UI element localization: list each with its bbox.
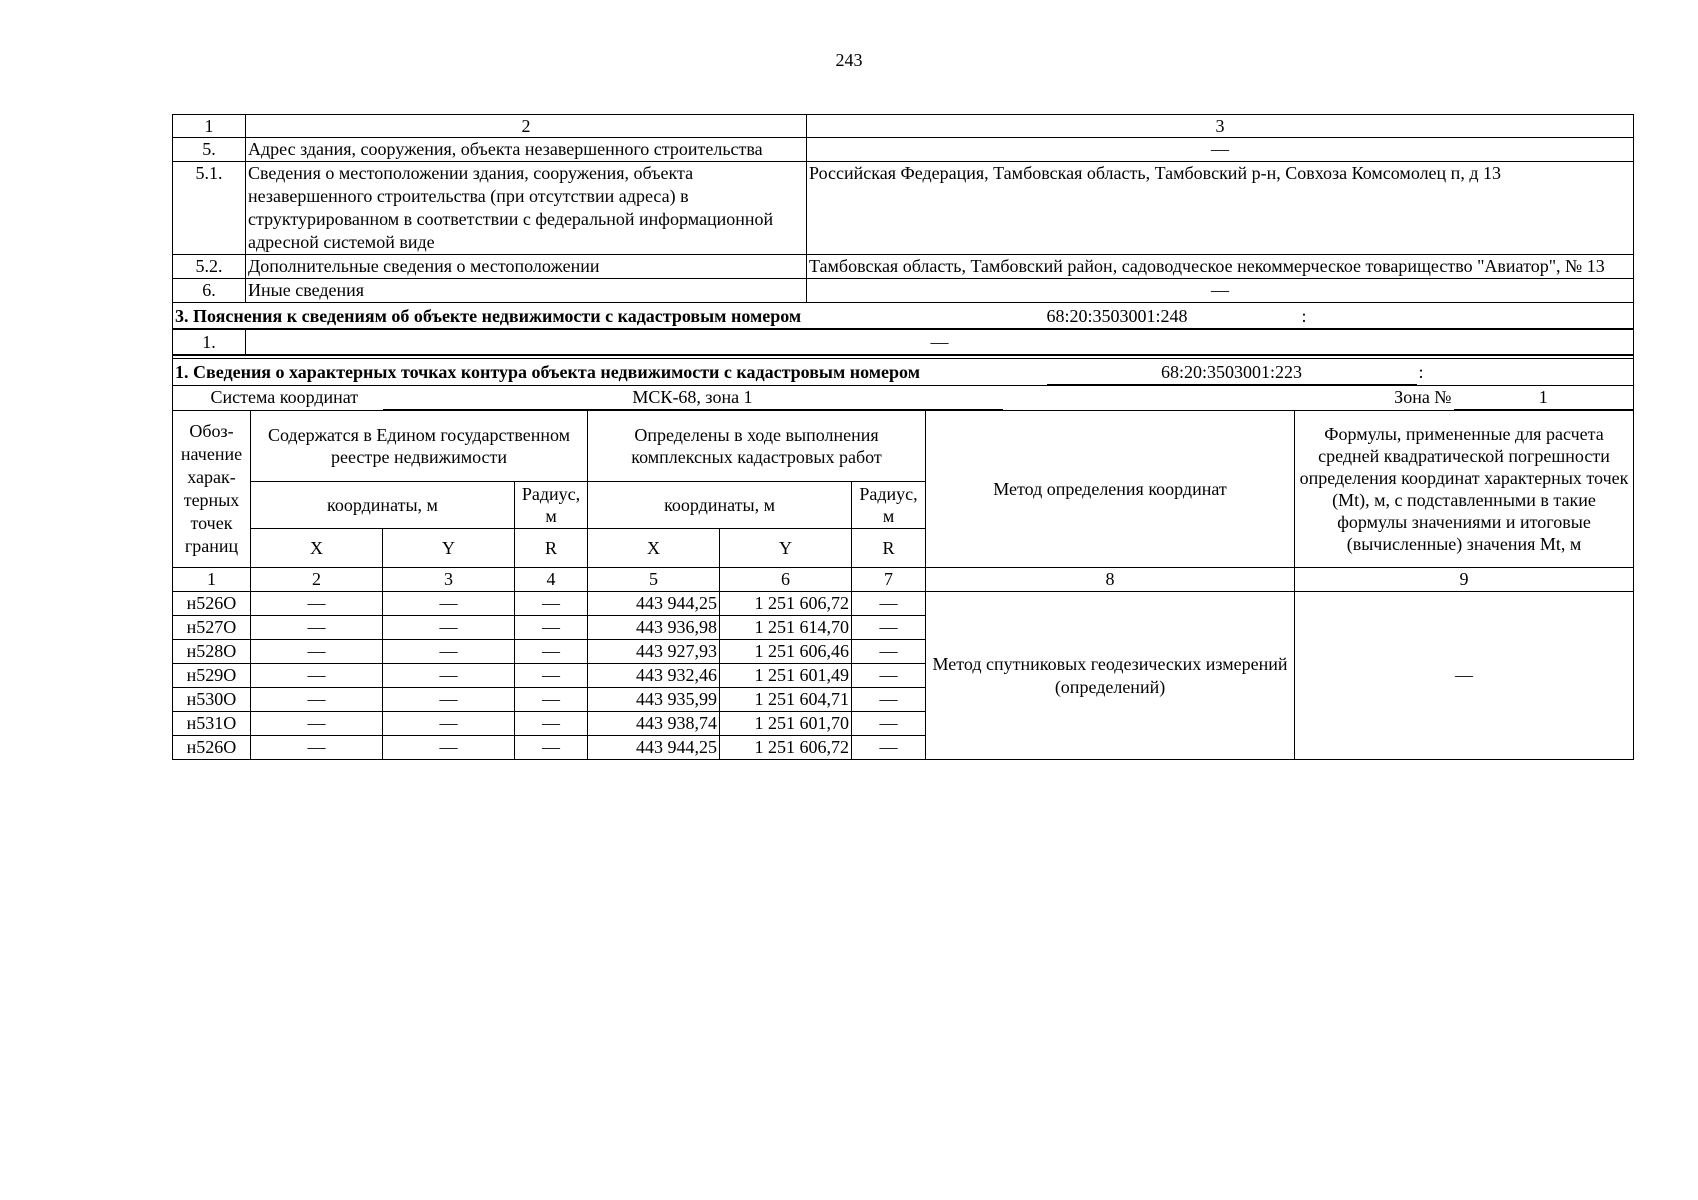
row-value: Тамбовская область, Тамбовский район, садоводческое некоммерческое товарищество "Авиатор", № 13 [807,255,1634,279]
point-id: н531О [173,712,251,736]
point-x-egrn: — [251,736,383,760]
row-value: — [807,138,1634,162]
formula-value: — [1295,592,1634,760]
point-x-egrn: — [251,616,383,640]
section-3-title: 3. Пояснения к сведениям об объекте недвижимости с кадастровым номером [173,303,935,329]
point-x-complex: 443 944,25 [588,736,720,760]
col-number: 3 [383,568,515,592]
header-designation: Обоз-начение харак-терных точек границ [173,411,251,568]
point-id: н529О [173,664,251,688]
point-x-complex: 443 927,93 [588,640,720,664]
coordinate-system-row [172,385,1634,410]
section-1-title: 1. Сведения о характерных точках контура объекта недвижимости с кадастровым номером [175,362,920,382]
header-coords-egrn: координаты, м [251,482,515,529]
col-number: 2 [251,568,383,592]
row-number: 1. [173,330,246,355]
row-label: Иные сведения [246,279,807,303]
coord-system-value: МСК-68, зона 1 [383,386,1003,410]
point-r-complex: — [852,712,926,736]
column-numbers-row [173,568,1634,592]
row-label: Адрес здания, сооружения, объекта незавершенного строительства [246,138,807,162]
point-r-egrn: — [515,616,588,640]
header-x-egrn: X [251,529,383,568]
point-r-complex: — [852,736,926,760]
row-number: 5.2. [173,255,246,279]
point-id: н530О [173,688,251,712]
table-row [173,138,1634,162]
header-coords-complex: координаты, м [588,482,852,529]
point-y-complex: 1 251 604,71 [720,688,852,712]
point-y-egrn: — [383,592,515,616]
point-x-complex: 443 932,46 [588,664,720,688]
point-id: н526О [173,592,251,616]
point-x-egrn: — [251,640,383,664]
point-y-egrn: — [383,736,515,760]
row-number: 5.1. [173,162,246,255]
header-r-egrn: R [515,529,588,568]
section-3-title-table [172,303,1634,329]
characteristic-points-table [172,410,1634,760]
table-row [173,592,1634,616]
point-r-complex: — [852,688,926,712]
point-x-complex: 443 938,74 [588,712,720,736]
point-id: н526О [173,736,251,760]
point-y-egrn: — [383,688,515,712]
header-egrn: Содержатся в Едином государственном реестре недвижимости [251,411,588,482]
header-y-egrn: Y [383,529,515,568]
table-header-row [173,115,1634,138]
col-number: 5 [588,568,720,592]
point-r-egrn: — [515,736,588,760]
section-3-cadastral-number: 68:20:3503001:248 [935,303,1300,329]
section-3-colon: : [1300,303,1634,329]
section-3-table [172,329,1634,355]
point-y-egrn: — [383,640,515,664]
point-x-egrn: — [251,592,383,616]
col-number: 6 [720,568,852,592]
row-number: 5. [173,138,246,162]
document-body [172,114,1634,760]
point-x-complex: 443 944,25 [588,592,720,616]
section-1-cadastral-number: 68:20:3503001:223 [1047,359,1417,385]
section-1-colon: : [1418,362,1424,382]
header-col-1: 1 [173,115,246,138]
point-y-complex: 1 251 606,46 [720,640,852,664]
point-r-egrn: — [515,712,588,736]
header-r-complex: R [852,529,926,568]
header-col-2: 2 [246,115,807,138]
point-r-complex: — [852,640,926,664]
col-number: 9 [1295,568,1634,592]
point-r-complex: — [852,664,926,688]
row-value: Российская Федерация, Тамбовская область, Тамбовский р-н, Совхоза Комсомолец п, д 13 [807,162,1634,255]
table-row [173,330,1634,355]
point-x-egrn: — [251,664,383,688]
point-y-egrn: — [383,712,515,736]
page-number: 243 [835,50,863,70]
header-y-complex: Y [720,529,852,568]
point-r-egrn: — [515,592,588,616]
point-r-complex: — [852,592,926,616]
row-value: — [807,279,1634,303]
row-value: — [246,330,1634,355]
zone-label: Зона № [1394,387,1452,407]
point-y-complex: 1 251 601,49 [720,664,852,688]
header-formulas: Формулы, примененные для расчета средней квадратической погрешности определения координат характерных точек (Mt), м, с подставленными в такие формулы значениями и итоговые (вычисленные) значения Mt, м [1295,411,1634,568]
col-number: 4 [515,568,588,592]
coord-system-label: Система координат [210,387,359,407]
point-x-complex: 443 935,99 [588,688,720,712]
method-value: Метод спутниковых геодезических измерений (определений) [926,592,1295,760]
col-number: 7 [852,568,926,592]
point-x-egrn: — [251,688,383,712]
header-x-complex: X [588,529,720,568]
point-r-egrn: — [515,688,588,712]
point-x-egrn: — [251,712,383,736]
point-r-complex: — [852,616,926,640]
point-r-egrn: — [515,640,588,664]
row-label: Дополнительные сведения о местоположении [246,255,807,279]
point-y-complex: 1 251 606,72 [720,592,852,616]
table-row [173,255,1634,279]
table-row [173,279,1634,303]
point-y-complex: 1 251 601,70 [720,712,852,736]
zone-value: 1 [1454,386,1634,410]
point-id: н527О [173,616,251,640]
row-number: 6. [173,279,246,303]
point-id: н528О [173,640,251,664]
header-col-3: 3 [807,115,1634,138]
point-y-complex: 1 251 606,72 [720,736,852,760]
point-y-egrn: — [383,664,515,688]
point-r-egrn: — [515,664,588,688]
header-radius-complex: Радиус, м [852,482,926,529]
building-info-table [172,114,1634,303]
col-number: 8 [926,568,1295,592]
point-x-complex: 443 936,98 [588,616,720,640]
section-1-title-table [172,359,1634,385]
point-y-complex: 1 251 614,70 [720,616,852,640]
table-row [173,162,1634,255]
header-complex: Определены в ходе выполнения комплексных кадастровых работ [588,411,926,482]
row-label: Сведения о местоположении здания, сооружения, объекта незавершенного строительства (при отсутствии адреса) в структурированном в соответствии с федеральной информационной адресной системой виде [246,162,807,255]
col-number: 1 [173,568,251,592]
header-method: Метод определения координат [926,411,1295,568]
point-y-egrn: — [383,616,515,640]
header-radius-egrn: Радиус, м [515,482,588,529]
